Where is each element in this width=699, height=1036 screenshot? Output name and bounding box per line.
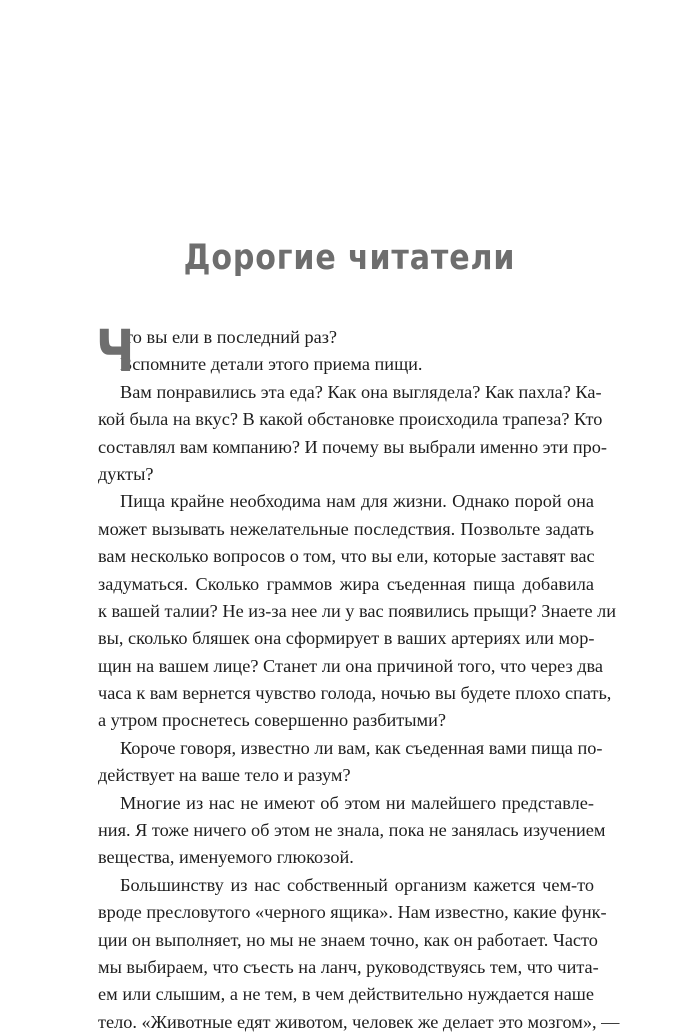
text-line: действует на ваше тело и разум? <box>98 765 351 786</box>
text-line: вам несколько вопросов о том, что вы ели, которые заставят вас <box>98 546 595 567</box>
text-lines <box>98 351 620 1036</box>
body-text <box>96 317 620 1036</box>
chapter-title: Дорогие читатели <box>183 238 516 278</box>
text-line: часа к вам вернется чувство голода, ночью вы будете плохо спать, <box>98 683 612 704</box>
text-line: вы, сколько бляшек она сформирует в ваших артериях или мор- <box>98 628 595 649</box>
text-line: Вам понравились эта еда? Как она выглядела? Как пахла? Ка- <box>120 381 602 402</box>
text-line: задуматься. Сколько граммов жира съеденная пища добавила <box>98 573 594 594</box>
text-line: ции он выполняет, но мы не знаем точно, как он работает. Часто <box>98 929 598 950</box>
text-line: кой была на вкус? В какой обстановке происходила трапеза? Кто <box>98 409 603 430</box>
text-line: дукты? <box>98 463 154 484</box>
text-line-content: то вы ели в последний раз? <box>125 327 338 347</box>
text-line: щин на вашем лице? Станет ли она причиной того, что через два <box>98 655 604 676</box>
drop-cap: Ч <box>96 317 135 385</box>
text-line: к вашей талии? Не из-за нее ли у вас появились прыщи? Знаете ли <box>98 600 617 621</box>
text-line: мы выбираем, что съесть на ланч, руководствуясь тем, что чита- <box>98 956 599 977</box>
text-line: ния. Я тоже ничего об этом не знала, пока не занялась изучением <box>98 820 606 841</box>
text-line: Большинству из нас собственный организм кажется чем-то <box>120 874 594 895</box>
text-line: Вспомните детали этого приема пищи. <box>120 354 423 375</box>
text-line: вещества, именуемого глюкозой. <box>98 847 354 868</box>
text-line: тело. «Животные едят животом, человек же делает это мозгом», — <box>98 1011 620 1032</box>
text-line: Пища крайне необходима нам для жизни. Однако порой она <box>120 491 594 512</box>
text-line: составлял вам компанию? И почему вы выбрали именно эти про- <box>98 436 608 457</box>
text-line: Короче говоря, известно ли вам, как съеденная вами пища по- <box>120 737 603 758</box>
text-line: а утром проснетесь совершенно разбитыми? <box>98 710 447 731</box>
text-line: Многие из нас не имеют об этом ни малейшего представле- <box>120 792 594 813</box>
text-line: ем или слышим, а не тем, в чем действительно нуждается наше <box>98 984 594 1005</box>
text-line: может вызывать нежелательные последствия. Позвольте задать <box>98 518 594 539</box>
text-line: вроде пресловутого «черного ящика». Нам известно, какие функ- <box>98 902 607 923</box>
